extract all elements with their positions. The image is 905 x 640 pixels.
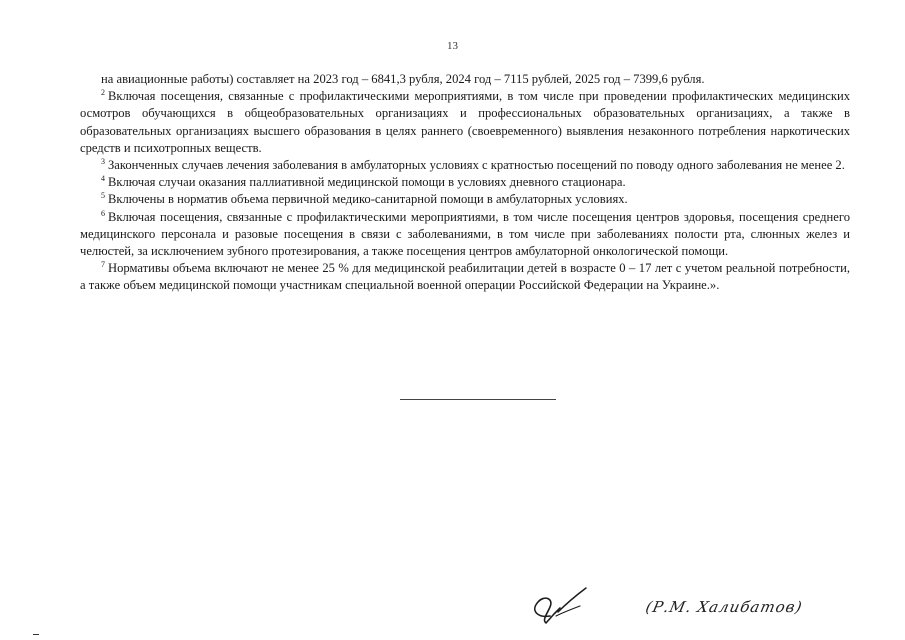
footnote-text: Включая посещения, связанные с профилактическими мероприятиями, в том числе посещения центров здоровья, посещения среднего медицинского персонала и разовые посещения в связи с заболеваниями, в том числе при заболеваниях полости рта, слюнных желез и челюстей, за исключением зубного протезирования, а также посещения центров амбулаторной онкологической помощи.	[80, 209, 850, 259]
signer-handwritten-name: (Р.М. Халибатов)	[644, 598, 805, 616]
footnote-7	[80, 260, 850, 294]
footnote-4	[80, 174, 850, 191]
footnote-text: Включая случаи оказания паллиативной медицинской помощи в условиях дневного стационара.	[108, 175, 626, 190]
footnote-2	[80, 88, 850, 157]
intro-paragraph: на авиационные работы) составляет на 2023 год – 6841,3 рубля, 2024 год – 7115 рублей, 2025 год – 7399,6 рубля.	[101, 72, 705, 86]
section-divider	[400, 399, 556, 400]
signer-name-block	[642, 598, 822, 624]
footnote-text: Законченных случаев лечения заболевания в амбулаторных условиях с кратностью посещений по поводу одного заболевания не менее 2.	[108, 158, 845, 173]
footnote-text: Нормативы объема включают не менее 25 % для медицинской реабилитации детей в возрасте 0 – 17 лет с учетом реальной потребности, а также объем медицинской помощи участникам специальной военной операции Российской Федерации на Украине.».	[80, 261, 850, 293]
footnote-mark: 6	[101, 208, 105, 218]
footnote-mark: 5	[101, 191, 105, 201]
footnote-mark: 2	[101, 88, 105, 98]
footnote-mark: 4	[101, 174, 105, 184]
document-body	[80, 71, 850, 295]
signature-mark	[520, 578, 590, 628]
footnote-mark: 7	[101, 260, 105, 270]
footnote-mark: 3	[101, 157, 105, 167]
footnote-3	[80, 157, 850, 174]
page-number: 13	[447, 40, 458, 52]
footnote-text: Включены в норматив объема первичной медико-санитарной помощи в амбулаторных условиях.	[108, 192, 628, 207]
footnote-5	[80, 191, 850, 208]
footnote-text: Включая посещения, связанные с профилактическими мероприятиями, в том числе при проведении профилактических медицинских осмотров обучающихся в общеобразовательных организациях и профессиональных образовательных организациях, а также в образовательных организациях высшего образования в целях раннего (своевременного) выявления незаконного потребления наркотических средств и психотропных веществ.	[80, 89, 850, 155]
margin-mark	[33, 634, 39, 635]
footnote-6	[80, 209, 850, 261]
